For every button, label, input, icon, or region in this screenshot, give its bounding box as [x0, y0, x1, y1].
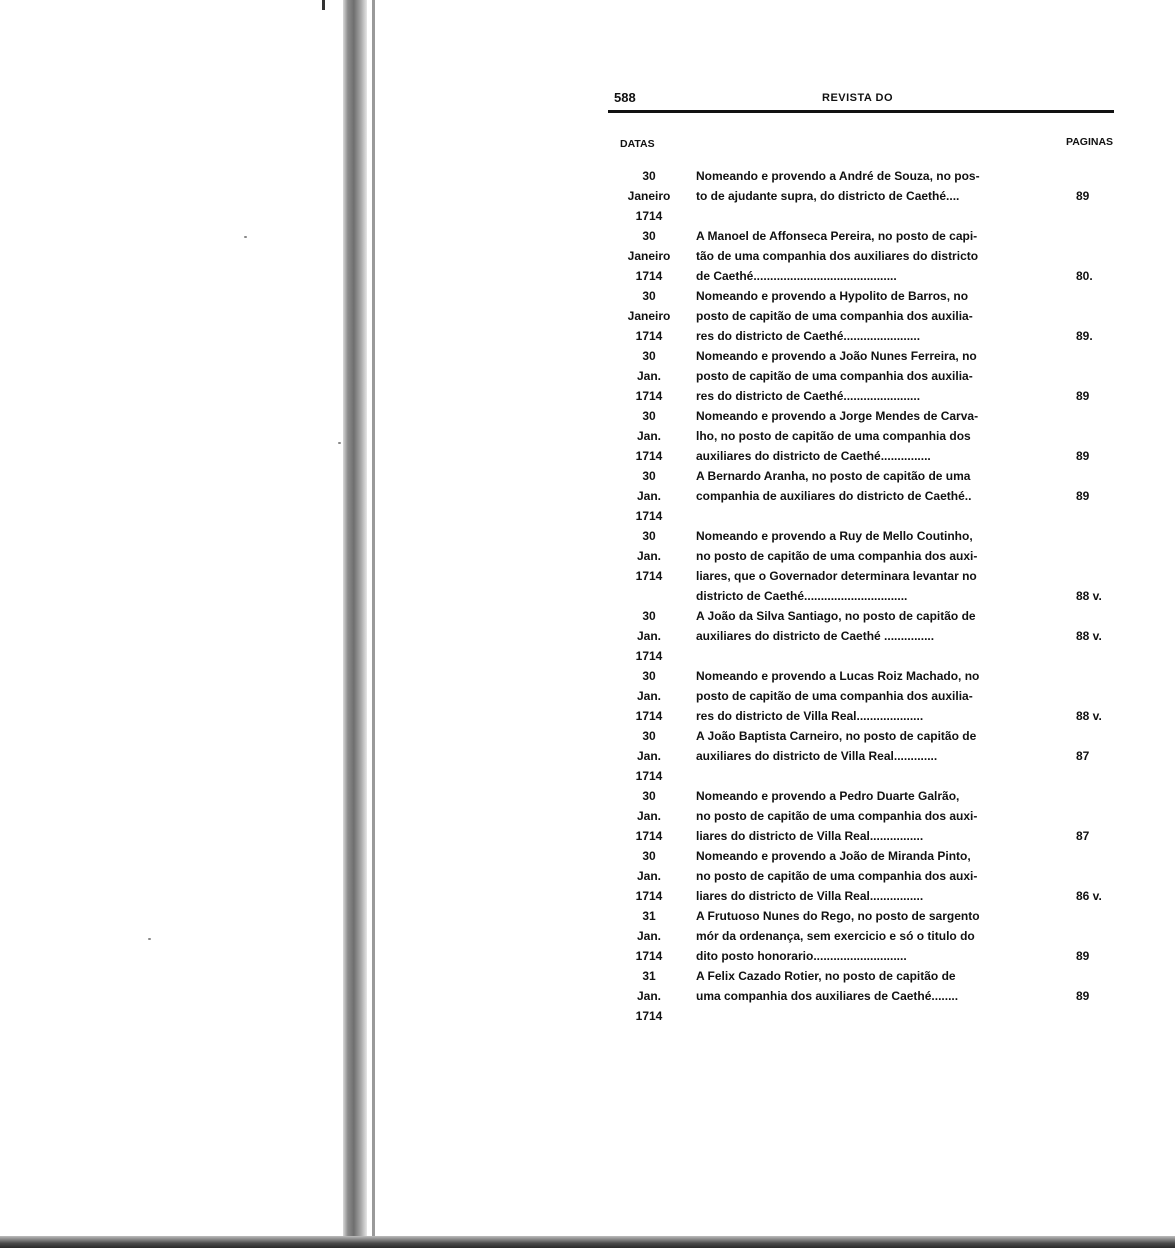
entry-date-line: 30	[642, 409, 656, 423]
entry-date-line: Jan.	[636, 689, 661, 703]
entry-date-line: Jan.	[636, 629, 661, 643]
entry-date-line: 1714	[635, 829, 663, 843]
entry-date-line: 30	[642, 169, 656, 183]
entry-text-line: A Frutuoso Nunes do Rego, no posto de sargento	[696, 909, 980, 923]
entry-text-line: A Bernardo Aranha, no posto de capitão de uma	[696, 469, 971, 483]
entry-text-line: posto de capitão de uma companhia dos auxilia-	[696, 369, 973, 383]
entry-page-ref: 88 v.	[1076, 709, 1102, 723]
entry-text-line: Nomeando e provendo a Lucas Roiz Machado, no	[696, 669, 980, 683]
entry-text-line: Nomeando e provendo a Hypolito de Barros, no	[696, 289, 969, 303]
entry-date-line: Jan.	[636, 369, 661, 383]
entry-date-line: 1714	[635, 1009, 663, 1023]
entry-page-ref: 89	[1076, 949, 1090, 963]
entry-date-line: 31	[642, 909, 656, 923]
entry-text-line: no posto de capitão de uma companhia dos auxi-	[696, 809, 978, 823]
entry-date-line: 1714	[635, 389, 663, 403]
entry-date-line: 1714	[635, 889, 663, 903]
entry-text-line: lho, no posto de capitão de uma companhia dos	[696, 429, 971, 443]
entry-date-line: 1714	[635, 769, 663, 783]
entry-text-line: Nomeando e provendo a Jorge Mendes de Carva-	[696, 409, 979, 423]
entry-date-line: 30	[642, 609, 656, 623]
entry-text-line: posto de capitão de uma companhia dos auxilia-	[696, 689, 973, 703]
entry-text-line: liares do districto de Villa Real................	[696, 829, 924, 843]
entry-text-line: no posto de capitão de uma companhia dos auxi-	[696, 869, 978, 883]
entry-text-line: A João da Silva Santiago, no posto de capitão de	[696, 609, 976, 623]
entry-date-line: 1714	[635, 269, 663, 283]
entry-page-ref: 89	[1076, 389, 1090, 403]
entry-text-line: res do districto de Caethé.......................	[696, 329, 921, 343]
entry-date-line: Janeiro	[627, 189, 671, 203]
entry-date-line: 1714	[635, 949, 663, 963]
entry-page-ref: 89	[1076, 489, 1090, 503]
entry-date-line: Janeiro	[627, 309, 671, 323]
entry-page-ref: 87	[1076, 749, 1090, 763]
entry-page-ref: 88 v.	[1076, 629, 1102, 643]
entry-text-line: mór da ordenança, sem exercicio e só o titulo do	[696, 929, 975, 943]
entry-text-line: dito posto honorario............................	[696, 949, 907, 963]
entry-date-line: Jan.	[636, 809, 661, 823]
entry-date-line: Jan.	[636, 929, 661, 943]
entry-date-line: 1714	[635, 649, 663, 663]
entry-text-line: districto de Caethé...............................	[696, 589, 908, 603]
entry-page-ref: 89	[1076, 189, 1090, 203]
entry-text-line: uma companhia dos auxiliares de Caethé........	[696, 989, 959, 1003]
entry-text-line: res do districto de Villa Real....................	[696, 709, 924, 723]
entry-date-line: 1714	[635, 329, 663, 343]
entry-page-ref: 80.	[1076, 269, 1093, 283]
entry-date-line: Jan.	[636, 429, 661, 443]
entry-text-line: no posto de capitão de uma companhia dos auxi-	[696, 549, 978, 563]
entry-page-ref: 88 v.	[1076, 589, 1102, 603]
entry-text-line: auxiliares do districto de Caethé...............	[696, 449, 931, 463]
entry-date-line: 30	[642, 669, 656, 683]
entry-text-line: to de ajudante supra, do districto de Caethé....	[696, 189, 960, 203]
entry-page-ref: 86 v.	[1076, 889, 1102, 903]
entry-page-ref: 89	[1076, 989, 1090, 1003]
entry-text-line: de Caethé...........................................	[696, 269, 897, 283]
entry-text-line: liares do districto de Villa Real................	[696, 889, 924, 903]
entry-text-line: posto de capitão de uma companhia dos auxilia-	[696, 309, 973, 323]
entry-date-line: 30	[642, 289, 656, 303]
entry-date-line: 30	[642, 529, 656, 543]
entry-page-ref: 87	[1076, 829, 1090, 843]
entry-date-line: 1714	[635, 449, 663, 463]
entry-text-line: Nomeando e provendo a Pedro Duarte Galrão,	[696, 789, 960, 803]
entry-date-line: 30	[642, 469, 656, 483]
entry-text-line: tão de uma companhia dos auxiliares do districto	[696, 249, 979, 263]
entry-date-line: 30	[642, 849, 656, 863]
entry-text-line: Nomeando e provendo a Ruy de Mello Coutinho,	[696, 529, 973, 543]
entry-text-line: A Manoel de Affonseca Pereira, no posto de capi-	[696, 229, 978, 243]
entry-text-line: liares, que o Governador determinara levantar no	[696, 569, 977, 583]
entry-text-line: auxiliares do districto de Caethé ...............	[696, 629, 935, 643]
entry-text-line: res do districto de Caethé.......................	[696, 389, 921, 403]
entry-date-line: 30	[642, 229, 656, 243]
column-header-paginas: PAGINAS	[1066, 136, 1114, 148]
entry-page-ref: 89.	[1076, 329, 1093, 343]
entry-text-line: A Felix Cazado Rotier, no posto de capitão de	[696, 969, 956, 983]
entry-date-line: 1714	[635, 709, 663, 723]
entry-date-line: Jan.	[636, 869, 661, 883]
entry-date-line: 1714	[635, 569, 663, 583]
entry-date-line: Jan.	[636, 989, 661, 1003]
entry-date-line: 1714	[635, 209, 663, 223]
entry-date-line: Jan.	[636, 489, 661, 503]
entry-date-line: 30	[642, 349, 656, 363]
entry-date-line: Jan.	[636, 749, 661, 763]
entry-text-line: Nomeando e provendo a João Nunes Ferreira, no	[696, 349, 977, 363]
entry-date-line: Jan.	[636, 549, 661, 563]
entry-date-line: Janeiro	[627, 249, 671, 263]
column-header-datas: DATAS	[620, 138, 655, 150]
entry-date-line: 1714	[635, 509, 663, 523]
entry-date-line: 31	[642, 969, 656, 983]
entry-text-line: Nomeando e provendo a André de Souza, no pos-	[696, 169, 980, 183]
entry-date-line: 30	[642, 729, 656, 743]
entry-text-line: auxiliares do districto de Villa Real.............	[696, 749, 938, 763]
running-head: REVISTA DO	[822, 92, 894, 104]
entry-text-line: companhia de auxiliares do districto de Caethé..	[696, 489, 972, 503]
entry-text-line: A João Baptista Carneiro, no posto de capitão de	[696, 729, 977, 743]
entry-page-ref: 89	[1076, 449, 1090, 463]
entry-text-line: Nomeando e provendo a João de Miranda Pinto,	[696, 849, 971, 863]
page-number: 588	[614, 90, 636, 105]
entry-date-line: 30	[642, 789, 656, 803]
